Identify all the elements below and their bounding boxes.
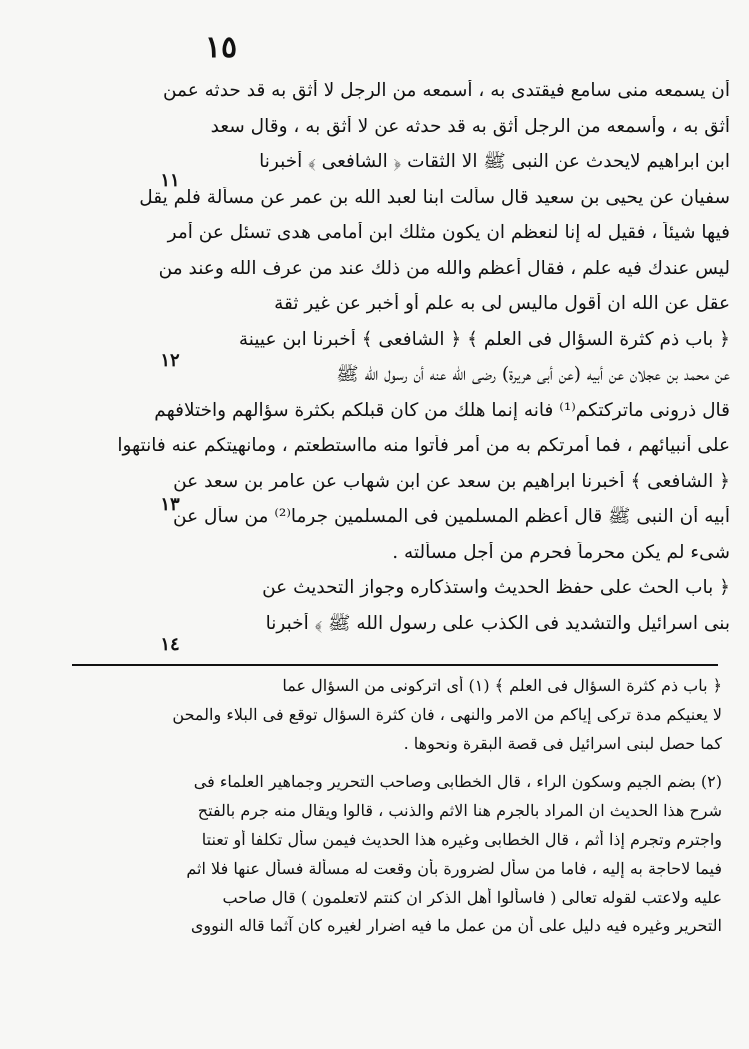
footnote-line: كما حصل لبنى اسرائيل فى قصة البقرة ونحوها . xyxy=(403,733,722,753)
text-line: عن محمد بن عجلان عن أبيه (عن أبى هريرة) رضى الله عنه أن رسول الله ﷺ xyxy=(336,364,730,385)
text-line: أثق به ، وأسمعه من الرجل أثق به قد حدثه عن لا أثق به ، وقال سعد xyxy=(210,115,730,137)
footnotes xyxy=(80,676,722,945)
footnote-line: ﴿ باب ذم كثرة السؤال فى العلم ﴾ (١) أى اتركونى من السؤال عما xyxy=(282,676,722,695)
text-line: عقل عن الله ان أقول ماليس لى به علم أو أخبر عن غير ثقة xyxy=(274,293,730,314)
text-line: سفيان عن يحيى بن سعيد قال سألت ابنا لعبد الله بن عمر عن مسألة فلم يقل xyxy=(139,186,730,208)
footnote-line: عليه ولاعتب لقوله تعالى ( فاسألوا أهل الذكر ان كنتم لاتعلمون ) قال صاحب xyxy=(222,887,722,907)
hadith-number: ١٣ xyxy=(160,494,180,515)
text-line: ابن ابراهيم لايحدث عن النبى ﷺ الا الثقات ﴿ الشافعى ﴾ أخبرنا xyxy=(259,151,730,172)
page-number: ١٥ xyxy=(204,30,238,65)
footnote-line: فيما لاحاجة به إليه ، فاما من سأل لضرورة بأن وقعت له مسألة فسأل عنها فلا اثم xyxy=(186,858,722,878)
text-line: فيها شيئاً ، فقيل له إنا لنعظم ان يكون مثلك ابن أمامى هدى تسئل عن أمر xyxy=(167,222,730,243)
footnote-line: شرح هذا الحديث ان المراد بالجرم هنا الاثم والذنب ، قالوا ويقال منه جرم بالفتح xyxy=(197,801,722,821)
text-line: شىء لم يكن محرماً فحرم من أجل مسألته . xyxy=(392,541,730,563)
chapter-heading-line: ﴿ باب الحث على حفظ الحديث واستذكاره وجواز التحديث عن xyxy=(262,577,730,598)
footnote-line: التحرير وغيره فيه دليل على أن من عمل ما فيه اضرار لغيره كان آثما قاله النووى xyxy=(190,916,722,936)
text-line: ليس عندك فيه علم ، فقال أعظم والله من ذلك عند من عرف الله وعند من xyxy=(158,257,730,279)
text-line: بنى اسرائيل والتشديد فى الكذب على رسول الله ﷺ ﴾ أخبرنا xyxy=(265,612,730,634)
footnote-line: واجترم وتجرم إذا أثم ، قال الخطابى وغيره هذا الحديث فيمن سأل تكلفا أو تعنتا xyxy=(201,829,722,849)
hadith-number: ١٤ xyxy=(160,634,180,655)
text-line: أن يسمعه منى سامع فيقتدى به ، أسمعه من الرجل لا أثق به قد حدثه عمن xyxy=(162,80,730,101)
hadith-number: ١٢ xyxy=(160,350,180,371)
text-line: ﴿ الشافعى ﴾ أخبرنا ابراهيم بن سعد عن ابن شهاب عن عامر بن سعد عن xyxy=(173,470,730,492)
footnote-line: لا يعنيكم مدة تركى إياكم من الامر والنهى ، فان كثرة السؤال توقع فى البلاء والمحن xyxy=(172,704,722,724)
chapter-heading-line: ﴿ باب ذم كثرة السؤال فى العلم ﴾ ﴿ الشافعى ﴾ أخبرنا ابن عيينة xyxy=(238,328,730,350)
text-line: على أنبيائهم ، فما أمرتكم به من أمر فأتوا منه مااستطعتم ، ومانهيتكم عنه فانتهوا xyxy=(117,435,730,456)
footnote-line: (٢) بضم الجيم وسكون الراء ، قال الخطابى وصاحب التحرير وجماهير العلماء فى xyxy=(193,772,722,792)
text-line: قال ذرونى ماتركتكم⁽¹⁾ فانه إنما هلك من كان قبلكم بكثرة سؤالهم واختلافهم xyxy=(154,399,730,421)
hadith-number: ١١ xyxy=(160,170,180,191)
footnote-divider xyxy=(72,664,718,666)
text-line: أبيه أن النبى ﷺ قال أعظم المسلمين فى المسلمين جرما⁽²⁾ من سأل عن xyxy=(173,506,730,527)
